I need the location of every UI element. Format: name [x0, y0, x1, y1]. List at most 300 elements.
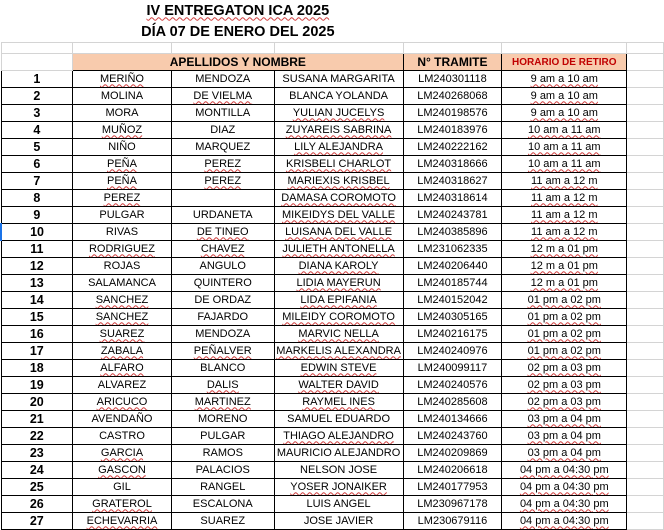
cell-g4[interactable]: [627, 54, 664, 71]
first-surname-cell-text: PEÑA: [107, 174, 137, 187]
tramite-number-cell[interactable]: [403, 190, 502, 207]
given-names-cell[interactable]: [274, 428, 403, 445]
given-names-cell[interactable]: [274, 190, 403, 207]
row-number-cell-text: 1: [33, 71, 41, 86]
cell-g1[interactable]: [627, 0, 664, 21]
row-number-cell[interactable]: [1, 462, 73, 479]
empty-cell[interactable]: [627, 428, 664, 445]
empty-cell[interactable]: [627, 241, 664, 258]
table-row: [1, 428, 664, 445]
second-surname-cell[interactable]: [171, 479, 274, 496]
given-names-cell-text: MAURICIO ALEJANDRO: [276, 446, 401, 459]
first-surname-cell-text: AVENDAÑO: [91, 412, 153, 425]
second-surname-cell[interactable]: [171, 343, 274, 360]
pickup-time-cell-text: 11 am a 12 m: [531, 208, 598, 221]
first-surname-cell[interactable]: [73, 190, 172, 207]
pickup-time-cell-text: 9 am a 10 am: [530, 89, 598, 102]
pickup-time-cell[interactable]: [502, 88, 627, 105]
second-surname-cell[interactable]: [171, 71, 274, 88]
table-row: [1, 105, 664, 122]
second-surname-cell[interactable]: [171, 241, 274, 258]
given-names-cell[interactable]: [274, 360, 403, 377]
row-number-cell[interactable]: [1, 360, 73, 377]
tramite-number-cell[interactable]: [403, 122, 502, 139]
table-row: [1, 360, 664, 377]
given-names-cell[interactable]: [274, 496, 403, 513]
first-surname-cell[interactable]: [73, 88, 172, 105]
empty-cell[interactable]: [627, 71, 664, 88]
cell-d3[interactable]: [274, 43, 403, 54]
row-number-cell[interactable]: [1, 292, 73, 309]
pickup-time-cell[interactable]: [502, 377, 627, 394]
row-number-cell[interactable]: [1, 394, 73, 411]
table-row: [1, 71, 664, 88]
empty-cell[interactable]: [627, 513, 664, 530]
pickup-time-cell[interactable]: [502, 292, 627, 309]
empty-cell[interactable]: [627, 326, 664, 343]
empty-cell[interactable]: [627, 190, 664, 207]
given-names-cell-text: MIKEIDYS DEL VALLE: [282, 208, 396, 221]
row-number-cell[interactable]: [1, 241, 73, 258]
given-names-cell-text: MARKELIS ALEXANDRA: [276, 344, 401, 357]
given-names-cell[interactable]: [274, 88, 403, 105]
pickup-time-cell[interactable]: [502, 122, 627, 139]
pickup-time-cell[interactable]: [502, 496, 627, 513]
second-surname-cell-text: DIAZ: [210, 123, 236, 136]
tramite-number-cell[interactable]: [403, 139, 502, 156]
second-surname-cell-text: PEÑALVER: [193, 344, 252, 357]
tramite-number-cell-text: LM240209869: [417, 446, 488, 459]
given-names-cell[interactable]: [274, 326, 403, 343]
first-surname-cell-text: SALAMANCA: [88, 276, 156, 289]
row-number-cell-text: 2: [33, 88, 41, 103]
table-row: [1, 122, 664, 139]
row-number-cell[interactable]: [1, 173, 73, 190]
row-number-cell-text: 14: [29, 292, 44, 307]
tramite-number-cell-text: LM240185744: [417, 276, 488, 289]
row-number-cell[interactable]: [1, 326, 73, 343]
given-names-cell[interactable]: [274, 292, 403, 309]
title-text: IV ENTREGATON ICA 2025: [146, 2, 330, 19]
tramite-number-cell[interactable]: [403, 156, 502, 173]
given-names-cell-text: MARIEXIS KRISBEL: [287, 174, 390, 187]
tramite-number-cell[interactable]: [403, 207, 502, 224]
first-surname-cell[interactable]: [73, 309, 172, 326]
first-surname-cell[interactable]: [73, 360, 172, 377]
second-surname-cell[interactable]: [171, 190, 274, 207]
pickup-time-cell[interactable]: [502, 258, 627, 275]
second-surname-cell-text: MARTINEZ: [194, 395, 251, 408]
given-names-cell[interactable]: [274, 445, 403, 462]
row-number-cell[interactable]: [1, 156, 73, 173]
second-surname-cell-text: MARQUEZ: [195, 140, 251, 153]
row-number-cell[interactable]: [1, 88, 73, 105]
empty-cell[interactable]: [627, 88, 664, 105]
second-surname-cell-text: PEREZ: [204, 174, 242, 187]
pickup-time-cell[interactable]: [502, 513, 627, 530]
first-surname-cell[interactable]: [73, 156, 172, 173]
tramite-number-cell[interactable]: [403, 105, 502, 122]
table-row: [1, 445, 664, 462]
tramite-number-cell-text: LM240183976: [417, 123, 488, 136]
pickup-time-cell[interactable]: [502, 156, 627, 173]
pickup-time-cell[interactable]: [502, 207, 627, 224]
second-surname-cell[interactable]: [171, 513, 274, 530]
second-surname-cell[interactable]: [171, 139, 274, 156]
row-number-cell[interactable]: [1, 479, 73, 496]
second-surname-cell[interactable]: [171, 122, 274, 139]
first-surname-cell-text: MORA: [105, 106, 139, 119]
tramite-number-cell[interactable]: [403, 496, 502, 513]
cell-f2[interactable]: [502, 21, 627, 43]
first-surname-cell-text: ECHEVARRIA: [86, 514, 158, 527]
pickup-time-cell-text: 11 am a 12 m: [531, 191, 598, 204]
row-number-cell[interactable]: [1, 105, 73, 122]
row-number-cell-text: 19: [29, 377, 44, 392]
pickup-time-cell[interactable]: [502, 360, 627, 377]
first-surname-cell[interactable]: [73, 445, 172, 462]
empty-cell[interactable]: [627, 360, 664, 377]
tramite-number-cell-text: LM230679116: [417, 514, 488, 527]
first-surname-cell[interactable]: [73, 513, 172, 530]
tramite-number-cell[interactable]: [403, 411, 502, 428]
empty-cell[interactable]: [627, 343, 664, 360]
empty-cell[interactable]: [627, 105, 664, 122]
empty-cell[interactable]: [627, 292, 664, 309]
row-number-cell-text: 4: [33, 122, 41, 137]
tramite-number-cell[interactable]: [403, 343, 502, 360]
cell-f3[interactable]: [502, 43, 627, 54]
empty-cell[interactable]: [627, 445, 664, 462]
table-row: [1, 275, 664, 292]
tramite-number-cell[interactable]: [403, 88, 502, 105]
row-number-cell[interactable]: [1, 71, 73, 88]
tramite-number-cell[interactable]: [403, 394, 502, 411]
second-surname-cell[interactable]: [171, 173, 274, 190]
pickup-time-cell[interactable]: [502, 275, 627, 292]
pickup-time-cell[interactable]: [502, 445, 627, 462]
first-surname-cell[interactable]: [73, 462, 172, 479]
given-names-cell[interactable]: [274, 411, 403, 428]
tramite-number-cell[interactable]: [403, 224, 502, 241]
pickup-time-cell[interactable]: [502, 411, 627, 428]
pickup-time-cell[interactable]: [502, 241, 627, 258]
given-names-cell[interactable]: [274, 309, 403, 326]
first-surname-cell[interactable]: [73, 496, 172, 513]
second-surname-cell[interactable]: [171, 360, 274, 377]
row-number-cell-text: 9: [33, 207, 41, 222]
first-surname-cell[interactable]: [73, 326, 172, 343]
tramite-number-cell[interactable]: [403, 241, 502, 258]
pickup-time-cell-text: 11 am a 12 m: [531, 225, 598, 238]
given-names-cell[interactable]: [274, 139, 403, 156]
given-names-cell[interactable]: [274, 105, 403, 122]
empty-cell[interactable]: [627, 173, 664, 190]
empty-cell[interactable]: [627, 139, 664, 156]
pickup-time-cell[interactable]: [502, 326, 627, 343]
given-names-cell[interactable]: [274, 71, 403, 88]
pickup-time-cell-text: 01 pm a 02 pm: [527, 293, 601, 306]
given-names-cell[interactable]: [274, 224, 403, 241]
tramite-number-cell[interactable]: [403, 428, 502, 445]
row-number-cell-text: 20: [29, 394, 44, 409]
tramite-number-cell-text: LM240268068: [417, 89, 488, 102]
empty-cell[interactable]: [627, 411, 664, 428]
first-surname-cell[interactable]: [73, 343, 172, 360]
tramite-number-cell[interactable]: [403, 462, 502, 479]
row-number-cell[interactable]: [1, 207, 73, 224]
empty-cell[interactable]: [627, 479, 664, 496]
tramite-number-cell[interactable]: [403, 71, 502, 88]
row-number-cell[interactable]: [1, 275, 73, 292]
first-surname-cell[interactable]: [73, 105, 172, 122]
given-names-cell[interactable]: [274, 258, 403, 275]
given-names-cell[interactable]: [274, 207, 403, 224]
table-row: [1, 326, 664, 343]
header-tramite[interactable]: N° TRAMITE: [403, 54, 502, 71]
tramite-number-cell[interactable]: [403, 445, 502, 462]
pickup-time-cell[interactable]: [502, 190, 627, 207]
second-surname-cell-text: URDANETA: [192, 208, 253, 221]
pickup-time-cell[interactable]: [502, 224, 627, 241]
second-surname-cell[interactable]: [171, 411, 274, 428]
first-surname-cell[interactable]: [73, 479, 172, 496]
row-number-cell-text: 7: [33, 173, 41, 188]
tramite-number-cell[interactable]: [403, 377, 502, 394]
pickup-time-cell[interactable]: [502, 105, 627, 122]
second-surname-cell[interactable]: [171, 156, 274, 173]
empty-cell[interactable]: [627, 156, 664, 173]
given-names-cell[interactable]: [274, 156, 403, 173]
cell-g3[interactable]: [627, 43, 664, 54]
given-names-cell-text: ZUYAREIS SABRINA: [285, 123, 392, 136]
tramite-number-cell[interactable]: [403, 326, 502, 343]
second-surname-cell[interactable]: [171, 326, 274, 343]
given-names-cell[interactable]: [274, 343, 403, 360]
tramite-number-cell-text: LM240305165: [417, 310, 488, 323]
second-surname-cell[interactable]: [171, 224, 274, 241]
first-surname-cell-text: GARCIA: [100, 446, 144, 459]
first-surname-cell[interactable]: [73, 173, 172, 190]
empty-cell[interactable]: [627, 496, 664, 513]
second-surname-cell[interactable]: [171, 394, 274, 411]
first-surname-cell-text: RODRIGUEZ: [88, 242, 155, 255]
row-number-cell[interactable]: [1, 411, 73, 428]
second-surname-cell-text: DE ORDAZ: [194, 293, 252, 306]
pickup-time-cell[interactable]: [502, 479, 627, 496]
tramite-number-cell-text: LM231062335: [417, 242, 488, 255]
given-names-cell[interactable]: [274, 513, 403, 530]
row-number-cell[interactable]: [1, 343, 73, 360]
pickup-time-cell[interactable]: [502, 173, 627, 190]
tramite-number-cell[interactable]: [403, 173, 502, 190]
first-surname-cell[interactable]: [73, 71, 172, 88]
tramite-number-cell[interactable]: [403, 360, 502, 377]
cell-a4[interactable]: [1, 54, 73, 71]
empty-cell[interactable]: [627, 224, 664, 241]
pickup-time-cell-text: 02 pm a 03 pm: [527, 395, 601, 408]
second-surname-cell[interactable]: [171, 309, 274, 326]
first-surname-cell[interactable]: [73, 275, 172, 292]
tramite-number-cell-text: LM240240576: [417, 378, 488, 391]
pickup-time-cell[interactable]: [502, 462, 627, 479]
row-number-cell[interactable]: [1, 496, 73, 513]
pickup-time-cell-text: 12 m a 01 pm: [530, 259, 598, 272]
table-row: [1, 173, 664, 190]
row-number-cell-text: 26: [29, 496, 44, 511]
second-surname-cell-text: QUINTERO: [193, 276, 252, 289]
row-number-cell[interactable]: [1, 377, 73, 394]
empty-cell[interactable]: [627, 462, 664, 479]
table-row: [1, 394, 664, 411]
second-surname-cell[interactable]: [171, 292, 274, 309]
first-surname-cell-text: ALVAREZ: [97, 378, 147, 391]
row-number-cell[interactable]: [1, 122, 73, 139]
tramite-number-cell-text: LM240385896: [417, 225, 488, 238]
first-surname-cell[interactable]: [73, 411, 172, 428]
row-number-cell-text: 22: [29, 428, 44, 443]
pickup-time-cell-text: 04 pm a 04:30 pm: [519, 497, 609, 510]
second-surname-cell[interactable]: [171, 462, 274, 479]
first-surname-cell[interactable]: [73, 224, 172, 241]
given-names-cell-text: WALTER DAVID: [298, 378, 379, 391]
pickup-time-cell-text: 04 pm a 04:30 pm: [519, 463, 609, 476]
empty-cell[interactable]: [627, 394, 664, 411]
row-number-cell-text: 5: [33, 139, 41, 154]
sheet-subtitle[interactable]: DÍA 07 DE ENERO DEL 2025: [141, 23, 335, 40]
tramite-number-cell[interactable]: [403, 513, 502, 530]
cell-e1[interactable]: [403, 0, 502, 21]
given-names-cell[interactable]: [274, 394, 403, 411]
second-surname-cell[interactable]: [171, 496, 274, 513]
first-surname-cell-text: GASCON: [98, 463, 146, 476]
second-surname-cell[interactable]: [171, 445, 274, 462]
pickup-time-cell-text: 02 pm a 03 pm: [527, 361, 601, 374]
pickup-time-cell[interactable]: [502, 428, 627, 445]
first-surname-cell[interactable]: [73, 139, 172, 156]
second-surname-cell[interactable]: [171, 377, 274, 394]
first-surname-cell[interactable]: [73, 428, 172, 445]
given-names-cell-text: DAMASA COROMOTO: [281, 191, 396, 204]
given-names-cell-text: SAMUEL EDUARDO: [287, 412, 390, 425]
pickup-time-cell[interactable]: [502, 343, 627, 360]
given-names-cell[interactable]: [274, 462, 403, 479]
given-names-cell-text: MARVIC NELLA: [298, 327, 379, 340]
row-number-cell[interactable]: [1, 258, 73, 275]
given-names-cell[interactable]: [274, 122, 403, 139]
second-surname-cell[interactable]: [171, 258, 274, 275]
first-surname-cell[interactable]: [73, 377, 172, 394]
row-number-cell[interactable]: [1, 445, 73, 462]
row-number-cell[interactable]: [1, 428, 73, 445]
first-surname-cell[interactable]: [73, 122, 172, 139]
cell-e2[interactable]: [403, 21, 502, 43]
pickup-time-cell[interactable]: [502, 71, 627, 88]
given-names-cell[interactable]: [274, 241, 403, 258]
given-names-cell[interactable]: [274, 173, 403, 190]
tramite-number-cell[interactable]: [403, 292, 502, 309]
row-number-cell[interactable]: [1, 224, 73, 241]
empty-cell[interactable]: [627, 275, 664, 292]
pickup-time-cell-text: 03 pm a 04 pm: [527, 446, 601, 459]
second-surname-cell-text: BLANCO: [200, 361, 246, 374]
pickup-time-cell-text: 03 pm a 04 pm: [527, 412, 601, 425]
second-surname-cell[interactable]: [171, 105, 274, 122]
empty-cell[interactable]: [627, 207, 664, 224]
tramite-number-cell-text: LM240177953: [417, 480, 488, 493]
pickup-time-cell-text: 01 pm a 02 pm: [527, 344, 601, 357]
first-surname-cell-text: SUAREZ: [99, 327, 145, 340]
empty-cell[interactable]: [627, 122, 664, 139]
empty-cell[interactable]: [627, 258, 664, 275]
cell-f1[interactable]: [502, 0, 627, 21]
first-surname-cell[interactable]: [73, 394, 172, 411]
first-surname-cell[interactable]: [73, 292, 172, 309]
empty-cell[interactable]: [627, 309, 664, 326]
second-surname-cell[interactable]: [171, 428, 274, 445]
row-number-cell[interactable]: [1, 513, 73, 530]
second-surname-cell[interactable]: [171, 88, 274, 105]
given-names-cell-text: SUSANA MARGARITA: [282, 72, 395, 85]
tramite-number-cell[interactable]: [403, 275, 502, 292]
table-row: [1, 156, 664, 173]
row-number-cell[interactable]: [1, 190, 73, 207]
pickup-time-cell[interactable]: [502, 139, 627, 156]
first-surname-cell[interactable]: [73, 241, 172, 258]
given-names-cell-text: BLANCA YOLANDA: [289, 89, 388, 102]
given-names-cell[interactable]: [274, 377, 403, 394]
cell-b3[interactable]: [73, 43, 172, 54]
cell-e3[interactable]: [403, 43, 502, 54]
given-names-cell[interactable]: [274, 479, 403, 496]
given-names-cell[interactable]: [274, 275, 403, 292]
second-surname-cell-text: MONTILLA: [195, 106, 251, 119]
sheet-title[interactable]: [73, 0, 403, 21]
first-surname-cell[interactable]: [73, 207, 172, 224]
pickup-time-cell-text: 10 am a 11 am: [527, 123, 601, 136]
second-surname-cell-text: MENDOZA: [195, 72, 251, 85]
second-surname-cell[interactable]: [171, 207, 274, 224]
row-number-cell[interactable]: [1, 309, 73, 326]
tramite-number-cell[interactable]: [403, 309, 502, 326]
tramite-number-cell-text: LM240301118: [418, 72, 487, 85]
row-number-cell[interactable]: [1, 139, 73, 156]
cell-a3[interactable]: [1, 43, 73, 54]
cell-g2[interactable]: [627, 21, 664, 43]
first-surname-cell[interactable]: [73, 258, 172, 275]
pickup-time-cell-text: 03 pm a 04 pm: [527, 429, 601, 442]
cell-c3[interactable]: [171, 43, 274, 54]
cell-a2[interactable]: [1, 21, 73, 43]
second-surname-cell-text: PULGAR: [200, 429, 246, 442]
pickup-time-cell[interactable]: [502, 309, 627, 326]
tramite-number-cell[interactable]: [403, 479, 502, 496]
tramite-number-cell[interactable]: [403, 258, 502, 275]
given-names-cell-text: LILY ALEJANDRA: [294, 140, 383, 153]
second-surname-cell[interactable]: [171, 275, 274, 292]
header-apellidos-nombre[interactable]: APELLIDOS Y NOMBRE: [73, 54, 403, 71]
second-surname-cell-text: RAMOS: [202, 446, 243, 459]
header-horario[interactable]: HORARIO DE RETIRO: [502, 54, 627, 71]
first-surname-cell-text: PULGAR: [99, 208, 145, 221]
table-row: [1, 377, 664, 394]
second-surname-cell-text: PEREZ: [204, 157, 242, 170]
pickup-time-cell[interactable]: [502, 394, 627, 411]
first-surname-cell-text: SANCHEZ: [95, 293, 149, 306]
cell-a1[interactable]: [1, 0, 73, 21]
row-number-cell-text: 6: [33, 156, 41, 171]
empty-cell[interactable]: [627, 377, 664, 394]
